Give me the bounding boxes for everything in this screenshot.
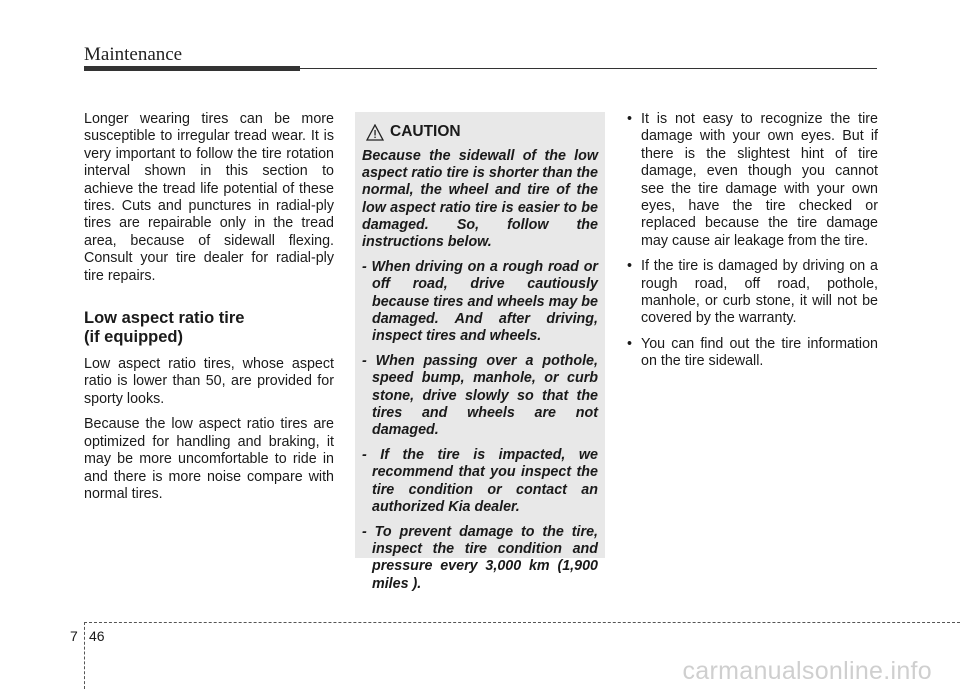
section-heading — [84, 309, 334, 347]
bullet-icon: • — [627, 335, 633, 352]
caution-body — [355, 142, 605, 593]
header-rule — [300, 68, 877, 69]
header-bar — [84, 66, 300, 71]
list-item-text: You can find out the tire information on the tire sidewall. — [641, 335, 878, 370]
caution-box — [355, 112, 605, 592]
list-item — [620, 258, 878, 328]
warning-triangle-icon — [366, 124, 384, 141]
page-number: 46 — [89, 628, 105, 644]
caution-item: - When driving on a rough road or off road, drive cautiously because tires and wheels may be damaged. And after driving, inspect tires and wheels. — [362, 259, 598, 345]
bullet-icon: • — [627, 258, 633, 275]
caution-intro: Because the sidewall of the low aspect ratio tire is shorter than the normal, the wheel and tire of the low aspect ratio tire is easier to be damaged. So, follow the instructions below. — [362, 148, 598, 251]
caution-item: - If the tire is impacted, we recommend that you inspect the tire condition or contact an authorized Kia dealer. — [362, 447, 598, 515]
intro-paragraph: Longer wearing tires can be more susceptible to irregular tread wear. It is very important to follow the tire rotation interval shown in this section to achieve the tread life potential of these tires. Cuts and punctures in radial-ply tires are repairable only in the tread area, because of sidewall flexing. Consult your tire dealer for radial-ply tire repairs. — [84, 111, 334, 284]
footer-vertical-divider — [84, 622, 85, 689]
left-column — [84, 111, 334, 511]
section-heading-line2: (if equipped) — [84, 328, 183, 347]
footer-divider — [84, 622, 960, 623]
caution-header — [366, 122, 605, 142]
aspect-ratio-paragraph: Low aspect ratio tires, whose aspect ratio is lower than 50, are provided for sporty looks. — [84, 356, 334, 407]
list-item — [620, 336, 878, 371]
list-item-text: If the tire is damaged by driving on a rough road, off road, pothole, manhole, or curb stone, it will not be covered by the warranty. — [641, 258, 878, 327]
caution-title: CAUTION — [390, 123, 461, 140]
list-item-text: It is not easy to recognize the tire damage with your own eyes. But if there is the slightest hint of tire damage, even though you cannot see the tire damage with your own eyes, have the tire checked or replaced because the tire damage may cause air leakage from the tire. — [641, 111, 878, 249]
list-item — [620, 111, 878, 250]
page-header-title: Maintenance — [84, 44, 183, 65]
section-number: 7 — [70, 628, 78, 644]
section-heading-line1: Low aspect ratio tire — [84, 309, 245, 328]
handling-paragraph: Because the low aspect ratio tires are optimized for handling and braking, it may be more uncomfortable to ride in and there is more noise compare with normal tires. — [84, 416, 334, 502]
watermark: carmanualsonline.info — [682, 657, 932, 685]
caution-item: - When passing over a pothole, speed bump, manhole, or curb stone, drive slowly so that the tires and wheels are not damaged. — [362, 353, 598, 439]
bullet-icon: • — [627, 111, 633, 127]
caution-item: - To prevent damage to the tire, inspect the tire condition and pressure every 3,000 km (1,900 miles ). — [362, 524, 598, 592]
right-column — [620, 111, 878, 379]
bullet-list — [620, 111, 878, 371]
